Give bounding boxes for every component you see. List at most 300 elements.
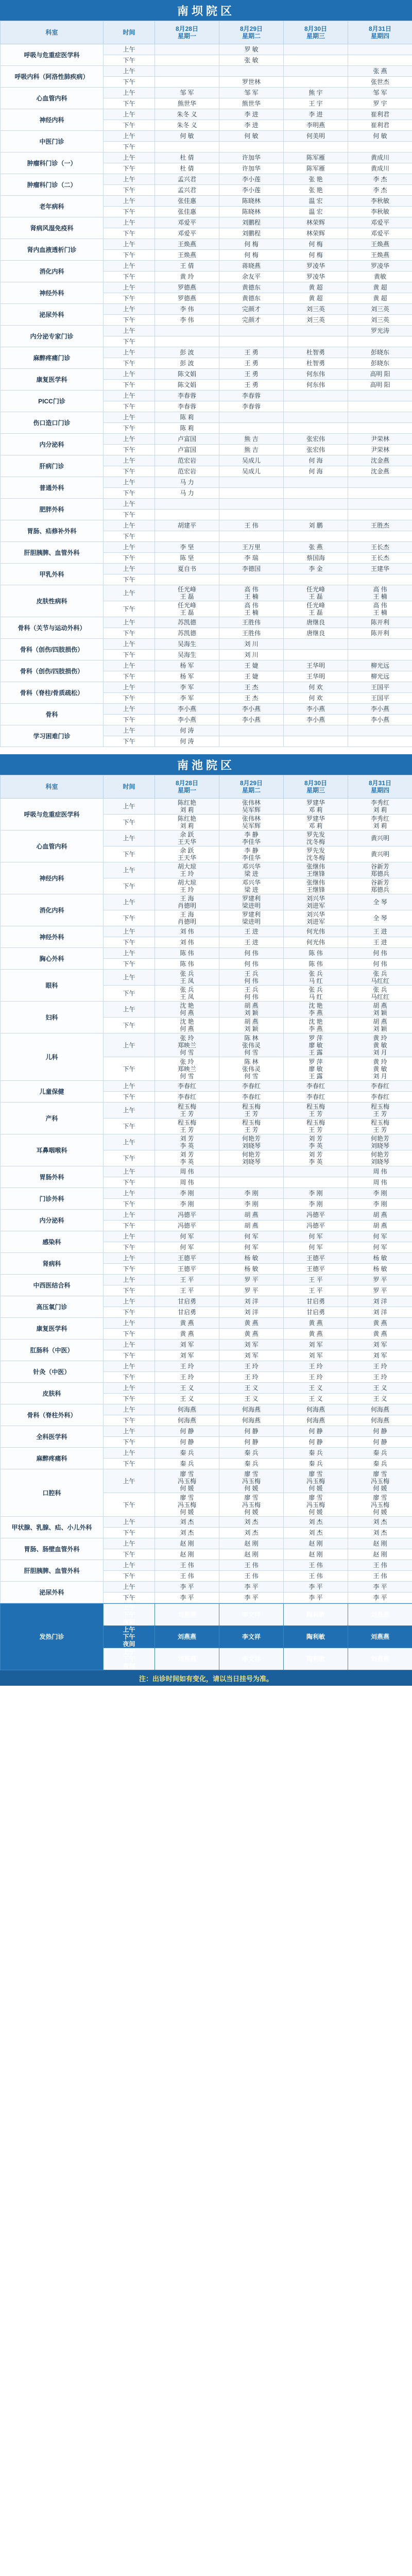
doctor-cell: 李 军	[155, 693, 219, 704]
department-name: 麻醉疼痛科	[1, 1448, 104, 1469]
doctor-cell: 何 军	[284, 1231, 348, 1242]
table-row	[1, 282, 412, 293]
doctor-cell: 刘三英	[284, 315, 348, 326]
doctor-cell: 李小燕	[348, 715, 412, 725]
doctor-cell: 李春蓉	[155, 391, 219, 401]
doctor-cell: 全 琴	[348, 894, 412, 910]
doctor-cell	[219, 477, 284, 488]
doctor-cell: 王 平	[284, 1285, 348, 1296]
time-slot: 上午	[104, 152, 155, 163]
doctor-cell: 马 力	[155, 488, 219, 499]
doctor-cell: 赵 刚	[284, 1549, 348, 1560]
doctor-cell: 刘 川	[219, 650, 284, 660]
department-name: 肛肠科（中医）	[1, 1340, 104, 1361]
doctor-cell: 何 欢	[284, 682, 348, 693]
doctor-cell: 黄 玲	[155, 272, 219, 282]
table-row	[1, 1275, 412, 1285]
doctor-cell: 邓爱平	[348, 217, 412, 228]
doctor-cell: 罗 平	[219, 1285, 284, 1296]
doctor-cell: 刘燕燕	[155, 1648, 219, 1670]
fever-clinic-table	[0, 1603, 412, 1670]
doctor-cell: 范宏岩	[155, 455, 219, 466]
table-row	[1, 926, 412, 937]
doctor-cell: 刘 军	[348, 1340, 412, 1350]
doctor-cell: 黄 燕	[155, 1329, 219, 1340]
doctor-cell: 邓爱平	[348, 228, 412, 239]
time-slot: 上午	[104, 239, 155, 250]
time-slot: 上午	[104, 1448, 155, 1459]
time-slot: 上午	[104, 66, 155, 77]
doctor-cell	[284, 574, 348, 585]
doctor-cell: 李小燕	[348, 704, 412, 715]
department-name: 神经外科	[1, 282, 104, 304]
doctor-cell: 李春红	[219, 1092, 284, 1103]
column-header: 8月29日 星期二	[219, 775, 284, 799]
department-name: 儿童保健	[1, 1081, 104, 1103]
doctor-cell: 胡 燕	[348, 1210, 412, 1221]
department-name: 肾内血液透析门诊	[1, 239, 104, 261]
time-slot: 下午	[104, 1285, 155, 1296]
doctor-cell: 苏凯德	[155, 617, 219, 628]
doctor-cell: 刘 军	[155, 1350, 219, 1361]
doctor-cell: 廖 雪 冯玉梅 何 媛	[155, 1493, 219, 1517]
doctor-cell	[348, 574, 412, 585]
table-row	[1, 1604, 412, 1626]
doctor-cell: 陈 莉	[155, 412, 219, 423]
time-slot: 下午	[104, 466, 155, 477]
doctor-cell: 邓兴华 梁 进	[219, 878, 284, 894]
doctor-cell: 王 玲	[155, 1372, 219, 1383]
doctor-cell	[348, 336, 412, 347]
department-name: 消化内科	[1, 894, 104, 926]
time-slot: 上午 下午 夜间	[104, 1604, 155, 1626]
doctor-cell	[284, 77, 348, 88]
doctor-cell: 何 伟	[348, 959, 412, 970]
doctor-cell	[284, 639, 348, 650]
time-slot: 上午	[104, 1560, 155, 1571]
doctor-cell	[284, 423, 348, 434]
time-slot: 下午	[104, 1092, 155, 1103]
doctor-cell: 王 玲	[348, 1372, 412, 1383]
time-slot: 下午	[104, 736, 155, 747]
department-name: 胸心外科	[1, 948, 104, 970]
department-name: 高压氧门诊	[1, 1296, 104, 1318]
doctor-cell: 黄 燕	[219, 1329, 284, 1340]
doctor-cell: 张 艳	[284, 174, 348, 185]
table-row	[1, 1469, 412, 1493]
department-name: 针灸（中医）	[1, 1361, 104, 1383]
doctor-cell: 王胜杰	[348, 520, 412, 531]
doctor-cell: 王 平	[155, 1275, 219, 1285]
table-row	[1, 617, 412, 628]
doctor-cell: 刘 芳 李 英	[284, 1150, 348, 1166]
doctor-cell: 朱冬 义	[155, 120, 219, 131]
doctor-cell: 沈 艳 李 燕	[284, 1002, 348, 1018]
doctor-cell: 张继伟 王继锋	[284, 878, 348, 894]
doctor-cell	[219, 574, 284, 585]
table-row	[1, 1448, 412, 1459]
doctor-cell: 邹 军	[348, 88, 412, 98]
doctor-cell: 刘 芳 李 英	[284, 1134, 348, 1150]
time-slot: 下午	[104, 715, 155, 725]
doctor-cell	[284, 66, 348, 77]
doctor-cell: 林荣辉	[284, 217, 348, 228]
doctor-cell: 冯德平	[284, 1221, 348, 1231]
doctor-cell: 杨 敏	[348, 1264, 412, 1275]
doctor-cell: 胡 燕	[219, 1210, 284, 1221]
department-name: 肾病科	[1, 1253, 104, 1275]
time-slot: 上午	[104, 282, 155, 293]
doctor-cell: 胡 燕	[219, 1221, 284, 1231]
doctor-cell: 李 刚	[348, 1188, 412, 1199]
doctor-cell: 杨 敏	[219, 1253, 284, 1264]
doctor-cell: 王 海 肖德明	[155, 894, 219, 910]
doctor-cell: 赵 刚	[348, 1538, 412, 1549]
doctor-cell	[284, 44, 348, 55]
doctor-cell: 周 伟	[155, 1177, 219, 1188]
doctor-cell: 张伟林 吴军辉	[219, 815, 284, 831]
table-row	[1, 1253, 412, 1264]
doctor-cell: 刘 鹏	[284, 520, 348, 531]
doctor-cell	[348, 44, 412, 55]
time-slot: 上午	[104, 412, 155, 423]
department-name: 胃肠外科	[1, 1166, 104, 1188]
doctor-cell: 王 进	[348, 937, 412, 948]
department-name: 康复医学科	[1, 369, 104, 391]
doctor-cell	[219, 412, 284, 423]
doctor-cell: 黄敏	[348, 272, 412, 282]
doctor-cell: 何 军	[155, 1242, 219, 1253]
doctor-cell: 陈军雁	[284, 163, 348, 174]
department-name: 皮肤性病科	[1, 585, 104, 617]
time-slot: 上午	[104, 682, 155, 693]
doctor-cell: 邓爱平	[155, 228, 219, 239]
department-name: 口腔科	[1, 1469, 104, 1517]
time-slot: 下午	[104, 1549, 155, 1560]
doctor-cell	[284, 488, 348, 499]
doctor-cell: 张 兵 马 红	[284, 986, 348, 1002]
doctor-cell: 秦 兵	[284, 1448, 348, 1459]
doctor-cell: 高明 阳	[348, 380, 412, 391]
department-name: 骨科（脊柱/骨质疏松）	[1, 682, 104, 704]
doctor-cell: 完颜才	[219, 304, 284, 315]
table-row	[1, 894, 412, 910]
time-slot: 下午	[104, 510, 155, 520]
doctor-cell: 王 义	[348, 1394, 412, 1404]
doctor-cell: 刘 杰	[284, 1528, 348, 1538]
doctor-cell: 刘 洋	[219, 1307, 284, 1318]
doctor-cell: 李明燕	[284, 120, 348, 131]
doctor-cell	[155, 66, 219, 77]
department-name: 泌尿外科	[1, 1582, 104, 1603]
doctor-cell	[348, 639, 412, 650]
doctor-cell: 罗世林	[219, 77, 284, 88]
time-slot: 下午	[104, 1118, 155, 1134]
doctor-cell: 程玉梅 王 芳	[348, 1103, 412, 1118]
doctor-cell: 杨 敏	[219, 1264, 284, 1275]
doctor-cell: 王焕燕	[348, 239, 412, 250]
doctor-cell: 卢富国	[155, 445, 219, 455]
doctor-cell: 杨 军	[155, 671, 219, 682]
doctor-cell: 王华明	[284, 660, 348, 671]
doctor-cell: 王万里	[219, 542, 284, 553]
table-row	[1, 1560, 412, 1571]
doctor-cell: 王 玲	[284, 1372, 348, 1383]
doctor-cell: 张 兵 马红红	[348, 986, 412, 1002]
doctor-cell: 王 平	[284, 1275, 348, 1285]
doctor-cell: 罗 萍 廖 敏 王 露	[284, 1033, 348, 1057]
doctor-cell: 刘 杰	[284, 1517, 348, 1528]
doctor-cell	[284, 650, 348, 660]
department-name: 耳鼻咽喉科	[1, 1134, 104, 1166]
table-row	[1, 1361, 412, 1372]
doctor-cell: 刘三英	[284, 304, 348, 315]
doctor-cell: 何 梅	[284, 239, 348, 250]
doctor-cell: 黄 超	[284, 282, 348, 293]
doctor-cell: 何 涛	[155, 736, 219, 747]
doctor-cell: 刘燕燕	[348, 1604, 412, 1626]
time-slot: 下午	[104, 1459, 155, 1469]
doctor-cell: 王 兵 何 伟	[219, 970, 284, 986]
table-row	[1, 1340, 412, 1350]
table-row	[1, 1210, 412, 1221]
doctor-cell: 熊 吉	[219, 434, 284, 445]
doctor-cell: 李 刚	[219, 1188, 284, 1199]
doctor-cell: 李 平	[155, 1582, 219, 1592]
doctor-cell: 尹荣林	[348, 445, 412, 455]
doctor-cell: 何艳芳 刘晓琴	[219, 1150, 284, 1166]
doctor-cell: 陈红艳 刘 莉	[155, 815, 219, 831]
table-row	[1, 1188, 412, 1199]
doctor-cell: 李春蓉	[219, 391, 284, 401]
doctor-cell: 王胜伟	[219, 628, 284, 639]
time-slot: 下午	[104, 846, 155, 862]
department-name: 骨科（创伤/四肢损伤）	[1, 660, 104, 682]
doctor-cell: 张 兵 王 凤	[155, 970, 219, 986]
department-name: 康复医学科	[1, 1318, 104, 1340]
doctor-cell: 杨 军	[155, 660, 219, 671]
table-row	[1, 455, 412, 466]
doctor-cell: 程玉梅 王 芳	[348, 1118, 412, 1134]
table-row	[1, 970, 412, 986]
time-slot: 上午	[104, 1582, 155, 1592]
doctor-cell: 高明 阳	[348, 369, 412, 380]
time-slot: 下午	[104, 1329, 155, 1340]
doctor-cell: 蔡国海	[284, 553, 348, 564]
department-name: 心血管内科	[1, 88, 104, 109]
doctor-cell: 李 瑞	[219, 553, 284, 564]
time-slot: 下午	[104, 1057, 155, 1081]
doctor-cell: 邹 军	[219, 88, 284, 98]
time-slot: 上午	[104, 1231, 155, 1242]
time-slot: 下午	[104, 336, 155, 347]
doctor-cell: 王 义	[284, 1383, 348, 1394]
time-slot: 下午	[104, 315, 155, 326]
doctor-cell: 何 海	[284, 455, 348, 466]
doctor-cell: 王 伟	[219, 1571, 284, 1582]
time-slot: 上午	[104, 1361, 155, 1372]
doctor-cell: 李春红	[219, 1081, 284, 1092]
doctor-cell: 黄 燕	[284, 1329, 348, 1340]
doctor-cell: 任光峰 王 磊	[155, 585, 219, 601]
doctor-cell: 何 梅	[284, 250, 348, 261]
doctor-cell: 陈 伟	[155, 959, 219, 970]
department-name: 学习困难门诊	[1, 725, 104, 747]
department-name: 肾病风湿免疫科	[1, 217, 104, 239]
time-slot: 上午	[104, 391, 155, 401]
doctor-cell	[348, 499, 412, 510]
department-name: 伤口造口门诊	[1, 412, 104, 434]
doctor-cell: 胡大琼 王 玲	[155, 862, 219, 878]
time-slot: 上午	[104, 217, 155, 228]
time-slot: 下午	[104, 1592, 155, 1603]
table-row	[1, 1582, 412, 1592]
time-slot: 下午	[104, 1264, 155, 1275]
column-header: 科室	[1, 21, 104, 44]
doctor-cell: 李春红	[155, 1081, 219, 1092]
doctor-cell: 刘 杰	[219, 1517, 284, 1528]
doctor-cell: 秦 兵	[219, 1459, 284, 1469]
time-slot: 下午	[104, 628, 155, 639]
doctor-cell: 刘 军	[348, 1350, 412, 1361]
doctor-cell: 何美明	[284, 131, 348, 142]
column-header: 8月30日 星期三	[284, 775, 348, 799]
doctor-cell: 何光伟	[284, 937, 348, 948]
doctor-cell: 王 平	[155, 1285, 219, 1296]
doctor-cell: 罗德燕	[155, 293, 219, 304]
doctor-cell: 刘 杰	[348, 1517, 412, 1528]
time-slot: 上午	[104, 585, 155, 601]
time-slot: 上午	[104, 617, 155, 628]
doctor-cell: 李 刚	[348, 1199, 412, 1210]
department-name: 骨科	[1, 704, 104, 725]
doctor-cell: 任光峰 王 磊	[284, 601, 348, 617]
doctor-cell: 罗 宇	[348, 98, 412, 109]
doctor-cell: 胡 燕 刘 颖	[219, 1002, 284, 1018]
doctor-cell: 王 杰	[219, 682, 284, 693]
schedule-note: 注：出诊时间如有变化，请以当日挂号为准。	[0, 1670, 412, 1686]
doctor-cell	[219, 736, 284, 747]
table-row	[1, 704, 412, 715]
doctor-cell: 王 勇	[219, 369, 284, 380]
doctor-cell	[284, 142, 348, 152]
time-slot: 下午	[104, 120, 155, 131]
doctor-cell: 余友平	[219, 272, 284, 282]
doctor-cell: 何 伟	[219, 959, 284, 970]
doctor-cell: 李 进	[219, 109, 284, 120]
time-slot: 下午	[104, 650, 155, 660]
doctor-cell: 胡大琼 王 玲	[155, 878, 219, 894]
doctor-cell	[284, 55, 348, 66]
time-slot: 下午	[104, 207, 155, 217]
department-name: 呼吸内科（阿洛性肺疾病）	[1, 66, 104, 88]
doctor-cell	[219, 531, 284, 542]
table-row	[1, 725, 412, 736]
doctor-cell: 王 宇	[284, 98, 348, 109]
time-slot: 下午	[104, 1394, 155, 1404]
doctor-cell: 刘三英	[348, 304, 412, 315]
time-slot: 上午	[104, 1383, 155, 1394]
time-slot: 上午	[104, 1103, 155, 1118]
doctor-cell: 罗建华 邓 莉	[284, 799, 348, 815]
time-slot: 上午	[104, 455, 155, 466]
doctor-cell: 何 军	[348, 1231, 412, 1242]
doctor-cell: 高 伟 王 楠	[348, 585, 412, 601]
doctor-cell: 李小燕	[284, 704, 348, 715]
doctor-cell: 刘燕燕	[155, 1626, 219, 1648]
department-name: 肿瘤科门诊（一）	[1, 152, 104, 174]
time-slot: 上午	[104, 862, 155, 878]
department-name: 骨科（关节与运动外科）	[1, 617, 104, 639]
schedule-table-nanchi	[0, 775, 412, 1603]
doctor-cell: 陈 伟	[155, 948, 219, 959]
doctor-cell: 王 义	[284, 1394, 348, 1404]
doctor-cell: 刘鹏程	[219, 228, 284, 239]
doctor-cell: 黄 超	[348, 282, 412, 293]
doctor-cell: 李 平	[348, 1592, 412, 1603]
doctor-cell: 范宏岩	[155, 466, 219, 477]
doctor-cell	[284, 1166, 348, 1177]
doctor-cell: 温 宏	[284, 196, 348, 207]
time-slot: 下午	[104, 1221, 155, 1231]
doctor-cell: 黄 燕	[155, 1318, 219, 1329]
doctor-cell: 任光峰 王 磊	[155, 601, 219, 617]
table-row	[1, 799, 412, 815]
doctor-cell: 王 伟	[348, 1560, 412, 1571]
doctor-cell: 李文祥	[219, 1604, 284, 1626]
doctor-cell: 王 海 肖德明	[155, 910, 219, 926]
time-slot: 上午	[104, 1002, 155, 1018]
column-header: 8月29日 星期二	[219, 21, 284, 44]
doctor-cell: 张 玲 郑映兰 何 雪	[155, 1057, 219, 1081]
doctor-cell: 王胜伟	[219, 617, 284, 628]
time-slot: 上午	[104, 704, 155, 715]
doctor-cell: 罗德燕	[155, 282, 219, 293]
doctor-cell: 许加华	[219, 152, 284, 163]
doctor-cell: 李 静 李佳华	[219, 831, 284, 846]
table-row	[1, 347, 412, 358]
time-slot: 下午	[104, 380, 155, 391]
doctor-cell: 杜智勇	[284, 358, 348, 369]
doctor-cell	[219, 326, 284, 336]
doctor-cell: 何海燕	[348, 1415, 412, 1426]
table-row	[1, 639, 412, 650]
doctor-cell: 何 静	[155, 1426, 219, 1437]
time-slot: 上午	[104, 725, 155, 736]
doctor-cell: 王焕燕	[348, 250, 412, 261]
department-name: 骨科（脊柱外科）	[1, 1404, 104, 1426]
doctor-cell: 陈晓林	[219, 207, 284, 217]
department-name: 眼科	[1, 970, 104, 1002]
doctor-cell: 李德国	[219, 564, 284, 574]
doctor-cell: 李 进	[284, 109, 348, 120]
time-slot: 下午	[104, 1242, 155, 1253]
doctor-cell	[284, 477, 348, 488]
doctor-cell: 余 跃 王天华	[155, 846, 219, 862]
department-name: 肝胆胰脾、血管外科	[1, 1560, 104, 1582]
doctor-cell: 何东伟	[284, 369, 348, 380]
doctor-cell	[348, 412, 412, 423]
department-name: 麻醉疼痛门诊	[1, 347, 104, 369]
doctor-cell: 何 伟	[219, 948, 284, 959]
time-slot: 下午	[104, 250, 155, 261]
time-slot: 下午	[104, 1199, 155, 1210]
doctor-cell: 秦 兵	[284, 1459, 348, 1469]
doctor-cell: 刘 伟	[155, 926, 219, 937]
doctor-cell: 刘 洋	[219, 1296, 284, 1307]
doctor-cell: 蒋晓燕	[219, 261, 284, 272]
doctor-cell: 高 伟 王 楠	[219, 585, 284, 601]
